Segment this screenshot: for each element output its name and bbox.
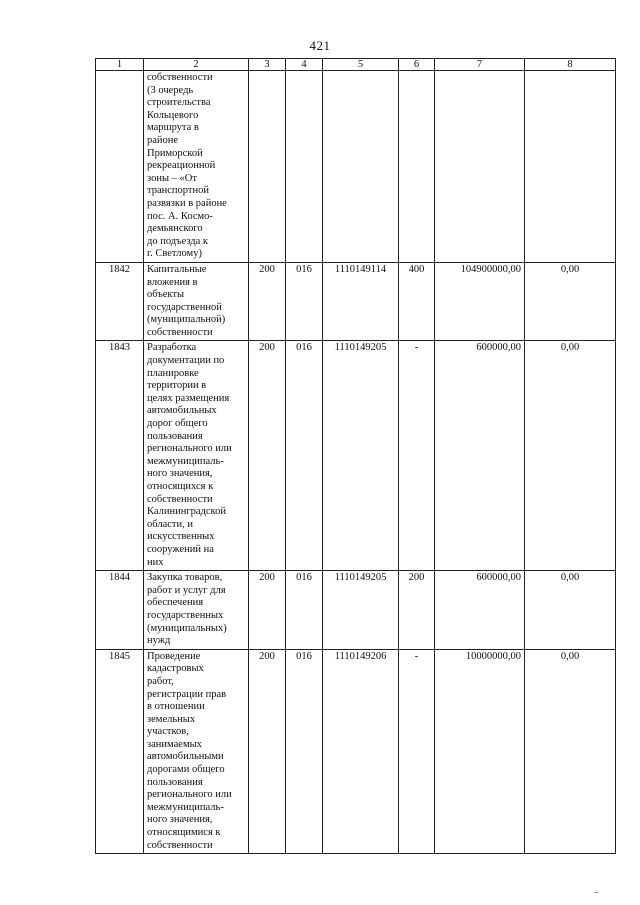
row-grbs-code: 200: [249, 341, 286, 571]
row-expense-type: 400: [399, 262, 435, 341]
row-section-code: 016: [286, 649, 323, 854]
row-number: 1842: [96, 262, 144, 341]
table-row: [96, 262, 616, 341]
row-target-article: 1110149205: [323, 341, 399, 571]
column-header: 1: [96, 59, 144, 71]
row-target-article: [323, 71, 399, 263]
row-name: Капитальные вложения в объекты государственной (муниципальной) собственности: [144, 262, 249, 341]
row-amount: [435, 71, 525, 263]
column-header: 3: [249, 59, 286, 71]
column-header: 7: [435, 59, 525, 71]
row-amount-2: 0,00: [525, 571, 616, 650]
row-number: 1843: [96, 341, 144, 571]
header-row: [96, 59, 616, 71]
row-grbs-code: 200: [249, 649, 286, 854]
row-amount-2: 0,00: [525, 262, 616, 341]
row-number: 1844: [96, 571, 144, 650]
row-expense-type: -: [399, 341, 435, 571]
table-row: [96, 571, 616, 650]
row-expense-type: -: [399, 649, 435, 854]
row-target-article: 1110149114: [323, 262, 399, 341]
row-number: 1845: [96, 649, 144, 854]
row-target-article: 1110149206: [323, 649, 399, 854]
row-amount: 104900000,00: [435, 262, 525, 341]
row-number: [96, 71, 144, 263]
row-amount-2: 0,00: [525, 341, 616, 571]
row-section-code: 016: [286, 341, 323, 571]
row-expense-type: [399, 71, 435, 263]
row-name: собственности (3 очередь строительства Кольцевого маршрута в районе Приморской рекреационной зоны – «От транспортной развязки в районе пос. А. Космо- демьянского до подъезда к г. Светлому): [144, 71, 249, 263]
column-header: 5: [323, 59, 399, 71]
row-section-code: 016: [286, 262, 323, 341]
row-amount-2: 0,00: [525, 649, 616, 854]
row-name: Проведение кадастровых работ, регистрации прав в отношении земельных участков, занимаемых автомобильными дорогами общего пользования регионального или межмуниципаль- ного значения, относящимися к собственности: [144, 649, 249, 854]
row-amount: 600000,00: [435, 341, 525, 571]
row-section-code: [286, 71, 323, 263]
row-grbs-code: [249, 71, 286, 263]
row-target-article: 1110149205: [323, 571, 399, 650]
table-row: [96, 71, 616, 263]
budget-table: [95, 58, 616, 854]
row-name: Закупка товаров, работ и услуг для обеспечения государственных (муниципальных) нужд: [144, 571, 249, 650]
page-number: 421: [309, 38, 331, 53]
scan-mark: [595, 892, 598, 893]
row-amount-2: [525, 71, 616, 263]
row-amount: 600000,00: [435, 571, 525, 650]
row-name: Разработка документации по планировке территории в целях размещения автомобильных дорог общего пользования регионального или межмуниципаль- ного значения, относящихся к собственности Калининградской области, и искусственных сооружений на них: [144, 341, 249, 571]
row-expense-type: 200: [399, 571, 435, 650]
row-grbs-code: 200: [249, 262, 286, 341]
table-row: [96, 649, 616, 854]
column-header: 6: [399, 59, 435, 71]
column-header: 8: [525, 59, 616, 71]
column-header: 4: [286, 59, 323, 71]
column-header: 2: [144, 59, 249, 71]
table-row: [96, 341, 616, 571]
row-amount: 10000000,00: [435, 649, 525, 854]
row-grbs-code: 200: [249, 571, 286, 650]
row-section-code: 016: [286, 571, 323, 650]
